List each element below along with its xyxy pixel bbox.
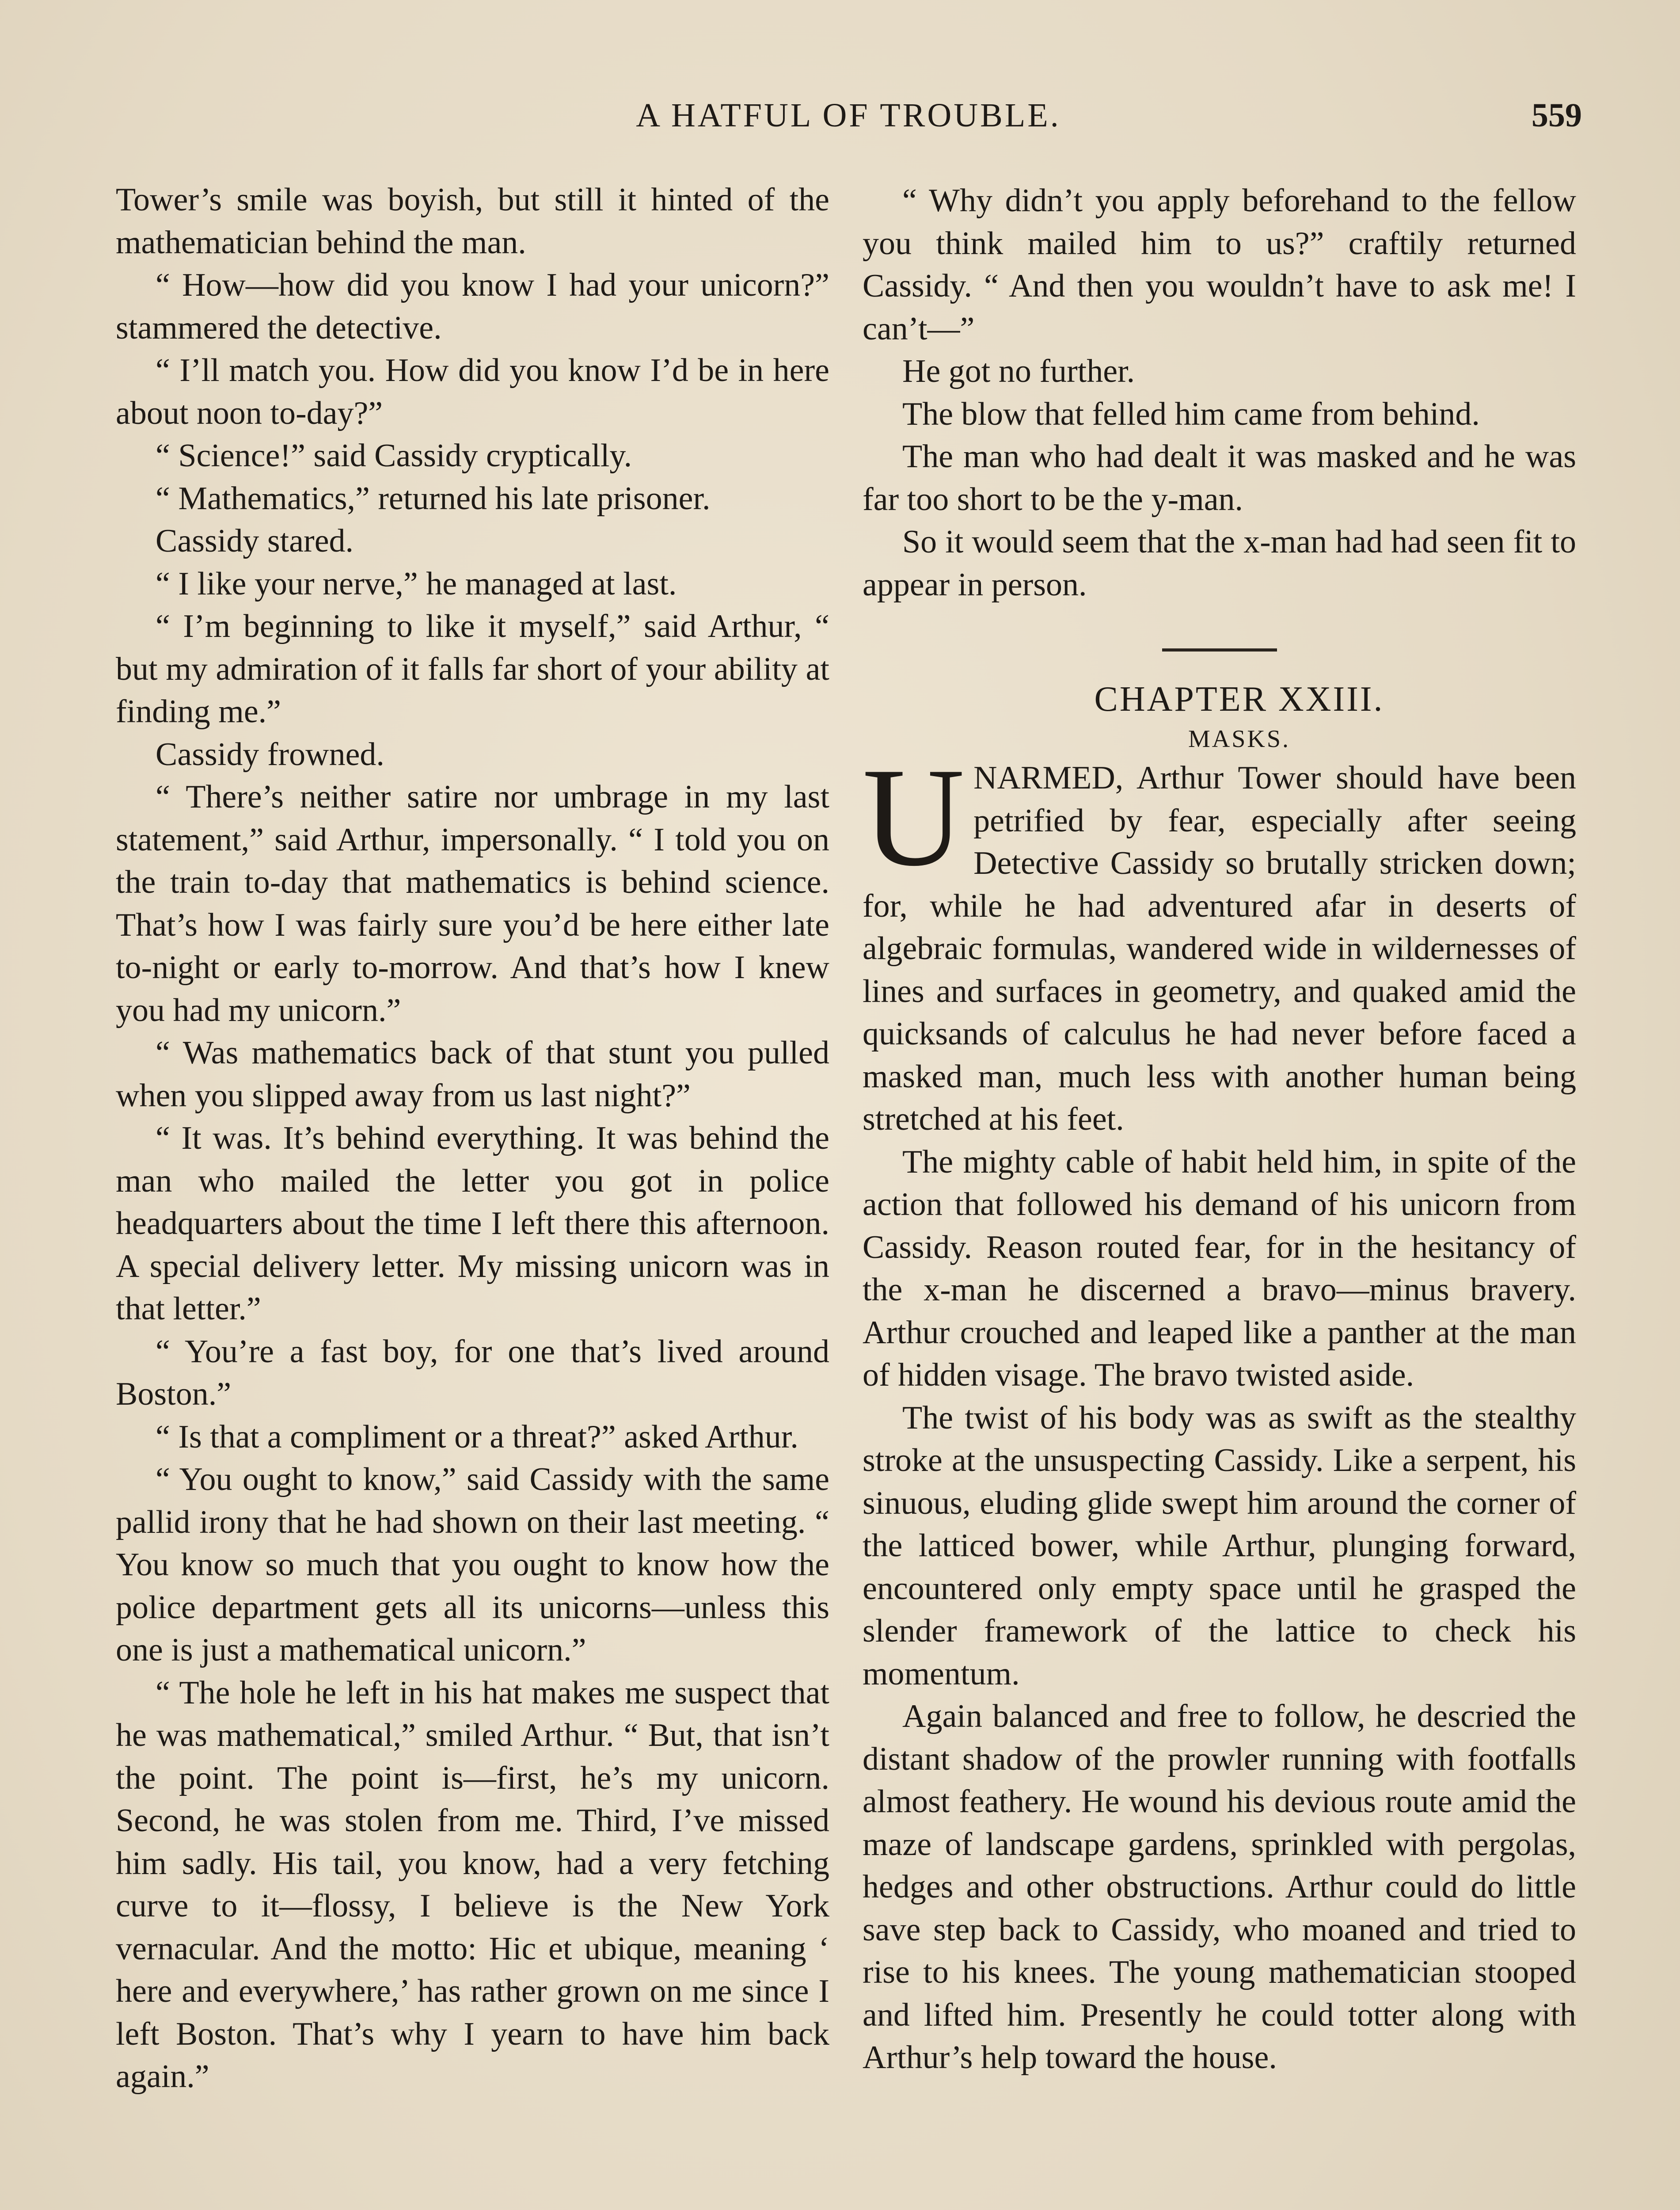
paragraph: Cassidy stared.: [156, 523, 354, 559]
paragraph: The blow that felled him came from behind.: [902, 396, 1480, 432]
paragraph: Cassidy frowned.: [156, 736, 384, 773]
paragraph: “ You ought to know,” said Cassidy with the same pallid irony that he had shown on their last meeting. “ You know so much that you ought to know how the police department gets all its unicorns—unless this one is just a mathematical unicorn.”: [116, 1461, 829, 1668]
paragraph: “ Why didn’t you apply beforehand to the fellow you think mailed him to us?” craftily returned Cassidy. “ And then you wouldn’t have to ask me! I can’t—”: [863, 183, 1576, 347]
paragraph: “ I’ll match you. How did you know I’d be in here about noon to-day?”: [116, 352, 829, 431]
paragraph: The man who had dealt it was masked and he was far too short to be the y-man.: [863, 438, 1576, 518]
paragraph: “ I like your nerve,” he managed at last.: [156, 565, 677, 602]
paragraph: “ It was. It’s behind everything. It was behind the man who mailed the letter you got in police headquarters about the time I left there this afternoon. A special delivery letter. My missing unicorn was in that letter.”: [116, 1120, 829, 1327]
page-header: [0, 96, 1680, 145]
paragraph: So it would seem that the x-man had had seen fit to appear in person.: [863, 524, 1576, 603]
chapter-title: CHAPTER XXIII.: [1094, 680, 1384, 719]
paragraph: “ Mathematics,” returned his late prisoner.: [156, 480, 711, 517]
left-column: [116, 179, 829, 2210]
paragraph: “ There’s neither satire nor umbrage in my last statement,” said Arthur, impersonally. “ I told you on the train to-day that mathematics is behind science. That’s how I was fairly sure you’d be here either late to-night or early to-morrow. And that’s how I knew you had my unicorn.”: [116, 779, 829, 1029]
paragraph: “ How—how did you know I had your unicorn?” stammered the detective.: [116, 267, 829, 346]
paragraph: The twist of his body was as swift as the stealthy stroke at the unsuspecting Cassidy. Like a serpent, his sinuous, eluding glide swept him around the corner of the latticed bower, while Arthur, plunging forward, encountered only empty space until he grasped the slender framework of the lattice to check his momentum.: [863, 1399, 1576, 1692]
paragraph: “ The hole he left in his hat makes me suspect that he was mathematical,” smiled Arthur. “ But, that isn’t the point. The point is—first, he’s my unicorn. Second, he was stolen from me. Third, I’ve missed him sadly. His tail, you know, had a very fetching curve to it—flossy, I believe is the New York vernacular. And the motto: Hic et ubique, meaning ‘ here and everywhere,’ has rather grown on me since I left Boston. That’s why I yearn to have him back again.”: [116, 1674, 829, 2095]
paragraph: “ Is that a compliment or a threat?” asked Arthur.: [156, 1418, 798, 1455]
paragraph: The mighty cable of habit held him, in spite of the action that followed his demand of his unicorn from Cassidy. Reason routed fear, for in the hesitancy of the x-man he discerned a bravo—minus bravery. Arthur crouched and leaped like a panther at the man of hidden visage. The bravo twisted aside.: [863, 1143, 1576, 1393]
opening-text: NARMED, Arthur Tower should have been petrified by fear, especially after seeing Detective Cassidy so brutally stricken down; for, while he had adventured afar in deserts of algebraic formulas, wandered wide in wildernesses of lines and surfaces in geometry, and quaked amid the quicksands of calculus he had never before faced a masked man, much less with another human being stretched at his feet.: [863, 760, 1576, 1137]
paragraph: Tower’s smile was boyish, but still it hinted of the mathematician behind the man.: [116, 182, 829, 261]
running-title: A HATFUL OF TROUBLE.: [636, 97, 1061, 134]
paragraph: “ Science!” said Cassidy cryptically.: [156, 438, 632, 474]
section-divider: [1162, 648, 1277, 652]
page-number: 559: [1532, 97, 1582, 134]
paragraph: Again balanced and free to follow, he descried the distant shadow of the prowler running with footfalls almost feathery. He wound his devious route amid the maze of landscape gardens, sprinkled with pergolas, hedges and other obstructions. Arthur could do little save step back to Cassidy, who moaned and tried to rise to his knees. The young mathematician stooped and lifted him. Presently he could totter along with Arthur’s help toward the house.: [863, 1698, 1576, 2076]
paragraph: “ Was mathematics back of that stunt you pulled when you slipped away from us last night?”: [116, 1035, 829, 1114]
chapter-subtitle: MASKS.: [1188, 725, 1290, 753]
paragraph: “ You’re a fast boy, for one that’s lived around Boston.”: [116, 1333, 829, 1412]
paragraph: “ I’m beginning to like it myself,” said Arthur, “ but my admiration of it falls far short of your ability at finding me.”: [116, 608, 829, 730]
right-column: [863, 179, 1576, 2210]
paragraph: He got no further.: [902, 353, 1135, 389]
drop-cap: U: [863, 739, 965, 895]
